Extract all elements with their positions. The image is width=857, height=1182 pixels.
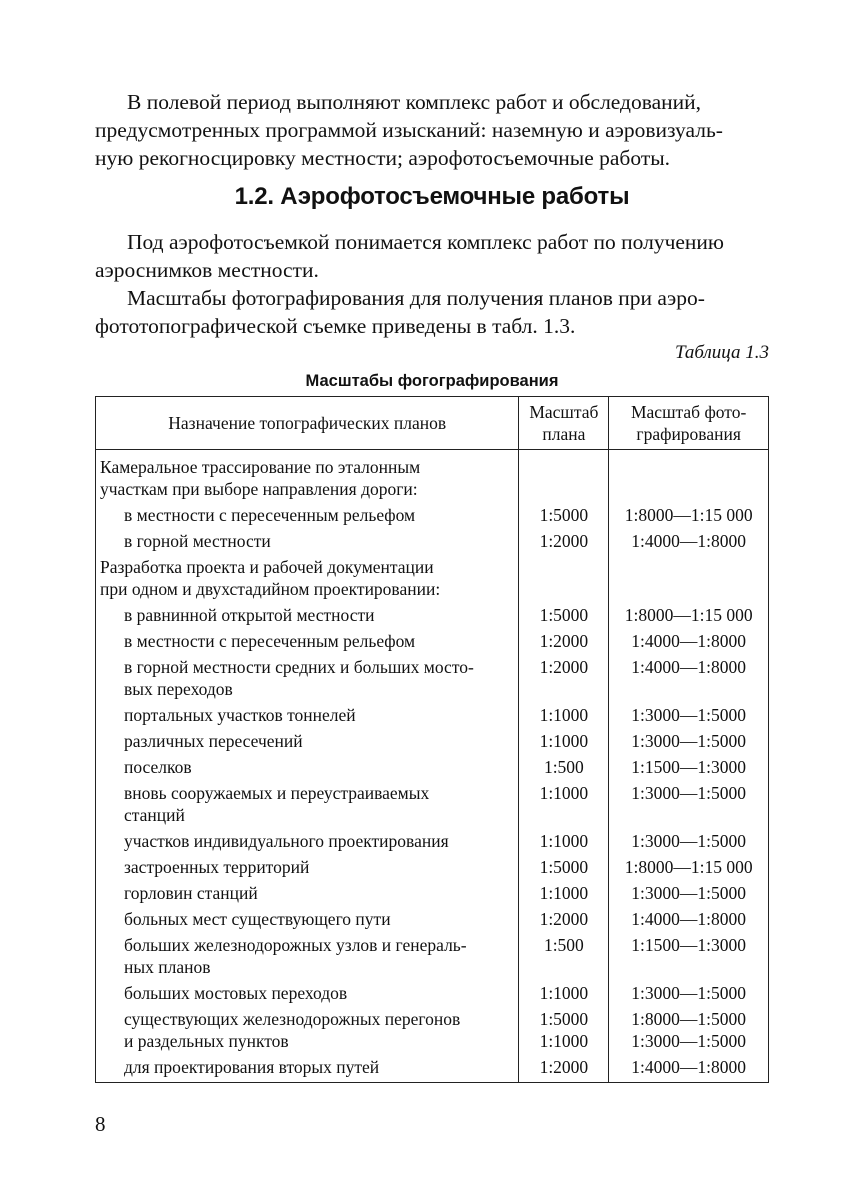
table-row [96,856,769,882]
cell-purpose-line: горловин станций [124,883,258,903]
cell-photo-scale [609,908,769,934]
cell-purpose [96,556,519,604]
cell-photo-scale-line: 1:4000—1:8000 [631,909,747,929]
cell-photo-scale [609,756,769,782]
cell-photo-scale [609,934,769,982]
cell-plan-scale [519,530,609,556]
cell-plan-scale-line: 1:500 [543,935,584,955]
table-row [96,504,769,530]
cell-purpose [96,856,519,882]
scales-table [95,396,769,1083]
cell-plan-scale-line: 1:2000 [539,631,589,651]
table-row [96,1008,769,1056]
cell-photo-scale-line: 1:8000—1:5000 [631,1009,747,1029]
table-row [96,882,769,908]
cell-plan-scale [519,1008,609,1056]
cell-photo-scale-line: 1:3000—1:5000 [631,831,747,851]
cell-plan-scale-line: 1:5000 [539,857,589,877]
cell-purpose [96,1056,519,1083]
cell-plan-scale-line: 1:5000 [539,505,589,525]
cell-photo-scale-line: 1:4000—1:8000 [631,1057,747,1077]
table-row [96,704,769,730]
table-row [96,730,769,756]
cell-photo-scale-line: 1:4000—1:8000 [631,531,747,551]
cell-purpose-line: для проектирования вторых путей [124,1057,380,1077]
cell-purpose [96,830,519,856]
cell-purpose-line: ных планов [124,957,211,977]
cell-plan-scale-line: 1:1000 [539,983,589,1003]
cell-plan-scale-line: 1:1000 [539,1031,589,1051]
cell-photo-scale [609,504,769,530]
cell-photo-scale-line: 1:3000—1:5000 [631,705,747,725]
cell-purpose-line: портальных участков тоннелей [124,705,356,725]
cell-photo-scale [609,982,769,1008]
header-line: графирования [636,424,741,444]
cell-photo-scale [609,530,769,556]
table-row [96,982,769,1008]
paragraph-line: аэроснимков местности. [95,258,319,282]
cell-purpose [96,630,519,656]
cell-plan-scale-line: 1:2000 [539,1057,589,1077]
cell-plan-scale [519,982,609,1008]
cell-photo-scale-line: 1:3000—1:5000 [631,731,747,751]
table-row [96,630,769,656]
table-row [96,1056,769,1083]
cell-plan-scale [519,704,609,730]
cell-plan-scale [519,830,609,856]
header-purpose: Назначение топографических планов [96,397,519,450]
cell-photo-scale-line: 1:1500—1:3000 [631,757,747,777]
cell-photo-scale [609,830,769,856]
cell-purpose [96,908,519,934]
page-number: 8 [95,1112,106,1136]
cell-plan-scale-line: 1:5000 [539,1009,589,1029]
cell-purpose-line: вновь сооружаемых и переустраиваемых [124,783,430,803]
cell-plan-scale-line: 1:2000 [539,657,589,677]
cell-plan-scale [519,556,609,604]
paragraph-line: Под аэрофотосъемкой понимается комплекс работ по получению [127,230,724,254]
cell-photo-scale [609,1008,769,1056]
table-title: Масштабы фогографирования [305,372,559,390]
cell-purpose-line: в равнинной открытой местности [124,605,375,625]
cell-purpose-line: больных мест существующего пути [124,909,391,929]
cell-purpose-line: застроенных территорий [124,857,310,877]
cell-purpose [96,450,519,505]
cell-plan-scale [519,450,609,505]
cell-purpose-line: станций [124,805,185,825]
cell-photo-scale-line: 1:8000—1:15 000 [624,857,753,877]
cell-photo-scale [609,856,769,882]
cell-purpose-line: вых переходов [124,679,233,699]
cell-purpose [96,730,519,756]
cell-photo-scale-line: 1:3000—1:5000 [631,983,747,1003]
cell-plan-scale [519,934,609,982]
cell-plan-scale [519,782,609,830]
header-line: Масштаб фото- [630,402,747,422]
cell-plan-scale-line: 1:2000 [539,531,589,551]
cell-photo-scale [609,1056,769,1083]
cell-purpose-line: участков индивидуального проектирования [124,831,449,851]
cell-purpose-line: поселков [124,757,192,777]
cell-plan-scale [519,908,609,934]
cell-purpose [96,1008,519,1056]
cell-plan-scale [519,604,609,630]
cell-photo-scale [609,630,769,656]
cell-plan-scale [519,756,609,782]
cell-purpose [96,982,519,1008]
cell-purpose-line: в горной местности [124,531,271,551]
paragraph-line: фототопографической съемке приведены в табл. 1.3. [95,314,576,338]
cell-photo-scale [609,656,769,704]
cell-plan-scale-line: 1:1000 [539,831,589,851]
table-header-row [96,397,769,450]
paragraph-line: В полевой период выполняют комплекс работ и обследований, [127,90,702,114]
cell-plan-scale-line: 1:2000 [539,909,589,929]
table-row [96,782,769,830]
cell-plan-scale [519,1056,609,1083]
cell-purpose-line: в местности с пересеченным рельефом [124,505,416,525]
table-row [96,908,769,934]
cell-plan-scale-line: 1:500 [543,757,584,777]
cell-photo-scale-line: 1:1500—1:3000 [631,935,747,955]
table-row [96,830,769,856]
cell-purpose-line: и раздельных пунктов [124,1031,289,1051]
table-row [96,450,769,505]
cell-photo-scale-line: 1:8000—1:15 000 [624,605,753,625]
cell-photo-scale-line: 1:4000—1:8000 [631,657,747,677]
section-heading: 1.2. Аэрофотосъемочные работы [234,183,630,210]
cell-photo-scale-line: 1:8000—1:15 000 [624,505,753,525]
header-plan-scale [519,397,609,450]
definition-paragraph [95,228,769,284]
cell-plan-scale-line: 1:5000 [539,605,589,625]
cell-plan-scale-line: 1:1000 [539,731,589,751]
paragraph-line: предусмотренных программой изысканий: наземную и аэровизуаль- [95,118,723,142]
table-body [96,450,769,1083]
cell-purpose [96,504,519,530]
cell-purpose-line: больших мостовых переходов [124,983,348,1003]
table-label: Таблица 1.3 [675,342,769,363]
cell-plan-scale [519,882,609,908]
cell-purpose [96,604,519,630]
cell-plan-scale [519,730,609,756]
cell-photo-scale [609,730,769,756]
cell-purpose-line: в местности с пересеченным рельефом [124,631,416,651]
cell-photo-scale-line: 1:4000—1:8000 [631,631,747,651]
cell-purpose [96,782,519,830]
table-row [96,604,769,630]
cell-photo-scale [609,450,769,505]
cell-plan-scale [519,630,609,656]
header-line: Масштаб [529,402,599,422]
cell-purpose-line: участкам при выборе направления дороги: [100,479,418,499]
cell-purpose-line: в горной местности средних и больших мосто- [124,657,474,677]
paragraph-line: Масштабы фотографирования для получения планов при аэро- [127,286,705,310]
cell-purpose-line: различных пересечений [124,731,303,751]
cell-purpose [96,704,519,730]
cell-plan-scale-line: 1:1000 [539,705,589,725]
cell-purpose [96,530,519,556]
header-line: плана [542,424,586,444]
header-photo-scale [609,397,769,450]
cell-purpose-line: Разработка проекта и рабочей документации [100,557,434,577]
intro-paragraph [95,88,769,172]
cell-photo-scale-line: 1:3000—1:5000 [631,783,747,803]
cell-photo-scale-line: 1:3000—1:5000 [631,1031,747,1051]
scales-paragraph [95,284,769,340]
cell-plan-scale [519,656,609,704]
cell-photo-scale [609,604,769,630]
cell-purpose-line: Камеральное трассирование по эталонным [100,457,421,477]
cell-photo-scale-line: 1:3000—1:5000 [631,883,747,903]
table-row [96,934,769,982]
table-row [96,556,769,604]
cell-purpose-line: при одном и двухстадийном проектировании: [100,579,441,599]
table-row [96,530,769,556]
cell-plan-scale [519,856,609,882]
cell-purpose [96,656,519,704]
cell-plan-scale [519,504,609,530]
cell-purpose-line: больших железнодорожных узлов и генераль- [124,935,467,955]
table-row [96,756,769,782]
cell-plan-scale-line: 1:1000 [539,883,589,903]
cell-photo-scale [609,782,769,830]
cell-purpose [96,756,519,782]
cell-photo-scale [609,704,769,730]
cell-purpose [96,882,519,908]
cell-purpose-line: существующих железнодорожных перегонов [124,1009,461,1029]
cell-photo-scale [609,556,769,604]
cell-plan-scale-line: 1:1000 [539,783,589,803]
paragraph-line: ную рекогносцировку местности; аэрофотосъемочные работы. [95,146,671,170]
cell-photo-scale [609,882,769,908]
cell-purpose [96,934,519,982]
table-row [96,656,769,704]
